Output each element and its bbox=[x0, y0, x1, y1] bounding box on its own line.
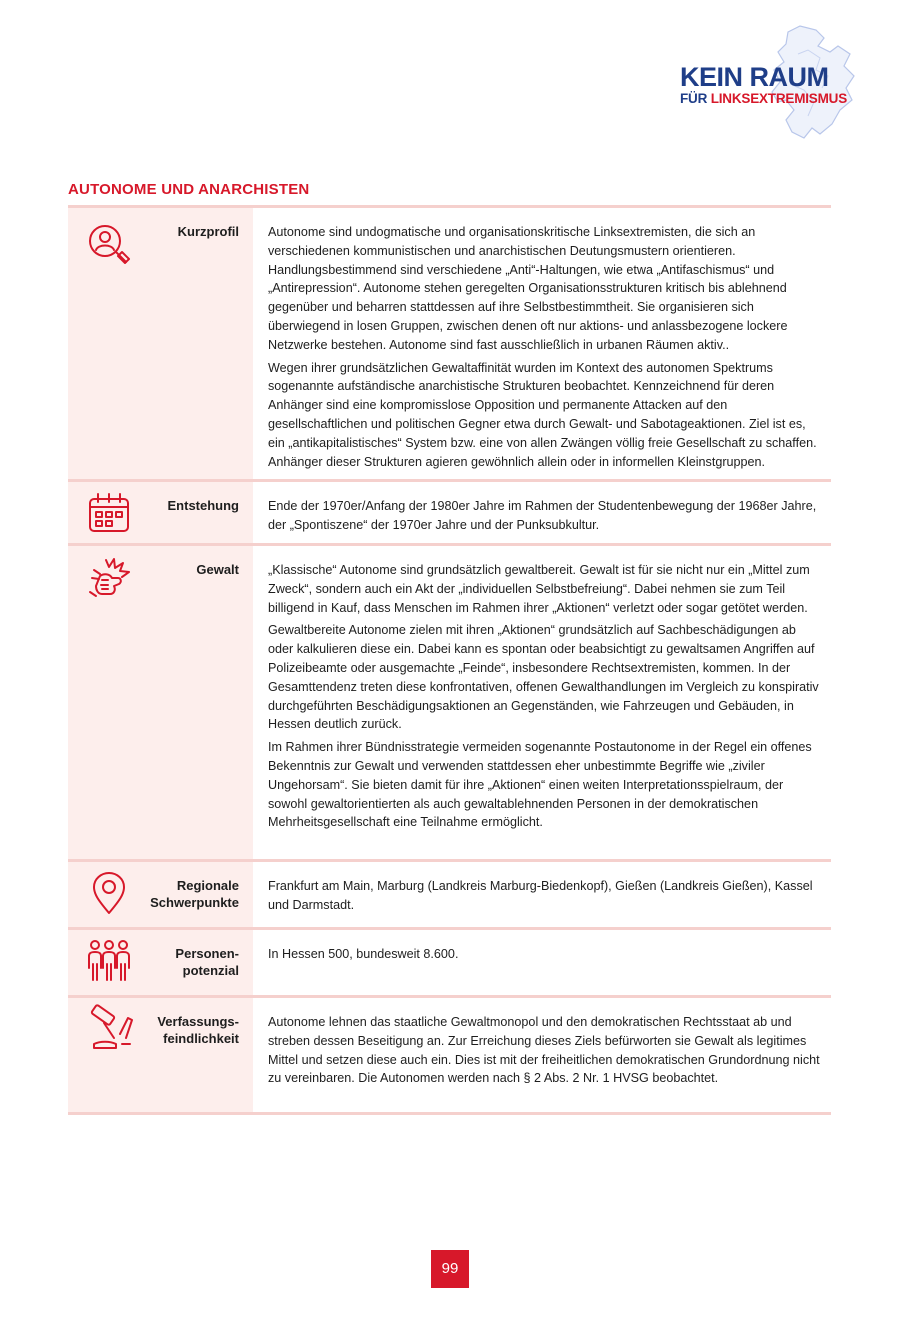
paragraph: In Hessen 500, bundesweit 8.600. bbox=[268, 947, 459, 961]
paragraph: Ende der 1970er/Anfang der 1980er Jahre im Rahmen der Studentenbewegung der 1968er Jahre, der „Spontiszene“ der 1970er Jahre und der Punksubkultur. bbox=[268, 499, 817, 532]
row-label-cell bbox=[68, 546, 253, 859]
table-row-gewalt bbox=[68, 546, 831, 862]
paragraph: Wegen ihrer grundsätzlichen Gewaltaffinität wurden im Kontext des autonomen Spektrums sogenannte aufständische anarchistische Strukturen beobachtet. Kennzeichnend für deren Anhänger sind eine kompromisslose Opposition und permanente Attacken auf den gesellschaftlichen und politischen Gegner etwa durch Gewalt- und Sabotageaktionen. Ziel ist es, ein „antikapitalistisches“ System bzw. eine von allen Zwängen völlig freie Gesellschaft zu schaffen. Anhänger dieser Strukturen agieren gewöhnlich allein oder in informellen Kleinstgruppen. bbox=[268, 360, 817, 469]
table-row-regionale-schwerpunkte bbox=[68, 862, 831, 930]
row-label-line: Personen- bbox=[175, 946, 239, 961]
row-content bbox=[268, 877, 823, 919]
logo-subtitle-prefix: FÜR bbox=[680, 91, 711, 106]
row-content bbox=[268, 1013, 823, 1092]
row-label: Gewalt bbox=[196, 562, 239, 577]
table-row-personenpotenzial bbox=[68, 930, 831, 998]
section-title: AUTONOME UND ANARCHISTEN bbox=[68, 181, 310, 198]
logo bbox=[668, 24, 868, 144]
logo-title: KEIN RAUM bbox=[680, 62, 829, 92]
row-label-line: Schwerpunkte bbox=[150, 895, 239, 910]
table-row-kurzprofil bbox=[68, 208, 831, 482]
row-content bbox=[268, 945, 823, 968]
row-label-cell bbox=[68, 930, 253, 995]
page-number: 99 bbox=[431, 1250, 469, 1288]
row-label-line: potenzial bbox=[182, 963, 239, 978]
row-label bbox=[157, 1013, 239, 1047]
row-label: Kurzprofil bbox=[177, 224, 239, 239]
paragraph: Frankfurt am Main, Marburg (Landkreis Marburg-Biedenkopf), Gießen (Landkreis Gießen), Kassel und Darmstadt. bbox=[268, 879, 813, 912]
row-label bbox=[150, 877, 239, 911]
paragraph: Im Rahmen ihrer Bündnisstrategie vermeiden sogenannte Postautonome in der Regel ein offenes Bekenntnis zur Gewalt und verwenden stattdessen eher unbestimmte Begriffe wie „ziviler Ungehorsam“. Sie bieten damit für ihre „Aktionen“ einen weiten Interpretationsspielraum, der sowohl gewaltorientierten als auch gewaltablehnenden Personen in der demokratischen Mehrheitsgesellschaft eine Teilnahme ermöglicht. bbox=[268, 740, 812, 830]
row-label-line: Verfassungs- bbox=[157, 1014, 239, 1029]
person-search-icon bbox=[86, 222, 132, 268]
row-label-cell bbox=[68, 208, 253, 479]
location-pin-icon bbox=[86, 870, 132, 916]
paragraph: Autonome sind undogmatische und organisationskritische Linksextremisten, die sich an verschiedenen kommunistischen und anarchistischen Deutungsmustern orientieren. Handlungsbestimmend sind verschiedene „Anti“-Haltungen, wie etwa „Antifaschismus“ und „Antirepression“. Autonome stehen geregelten Organisationsstrukturen kritisch bis ablehnend gegenüber und beharren stattdessen auf ihre Selbstbestimmtheit. Sie organisieren sich überwiegend in losen Gruppen, zwischen denen oft nur aktions- und anlassbezogene lockere Netzwerke bestehen. Autonome sind fast ausschließlich in urbanen Räumen aktiv.. bbox=[268, 225, 788, 352]
paragraph: Autonome lehnen das staatliche Gewaltmonopol und den demokratischen Rechtsstaat ab und streben dessen Beseitigung an. Zur Erreichung dieses Ziels befürworten sie Gewalt als legitimes Mittel und setzen diese auch ein. Dies ist mit der freiheitlichen demokratischen Grundordnung nicht zu vereinbaren. Die Autonomen werden nach § 2 Abs. 2 Nr. 1 HVSG beobachtet. bbox=[268, 1015, 820, 1086]
calendar-icon bbox=[86, 490, 132, 536]
row-label: Entstehung bbox=[167, 498, 239, 513]
paragraph: „Klassische“ Autonome sind grundsätzlich gewaltbereit. Gewalt ist für sie nicht nur ein „Mittel zum Zweck“, sondern auch ein Akt der „individuellen Selbstbefreiung“. Dabei nehmen sie zum Teil billigend in Kauf, dass Menschen im Rahmen ihrer „Aktionen“ verletzt oder sogar getötet werden. bbox=[268, 563, 810, 615]
table-row-entstehung bbox=[68, 482, 831, 546]
logo-subtitle bbox=[680, 92, 847, 106]
row-content bbox=[268, 223, 823, 475]
gavel-icon bbox=[86, 1004, 136, 1054]
fist-punch-icon bbox=[86, 556, 132, 602]
row-label-line: feindlichkeit bbox=[163, 1031, 239, 1046]
logo-subtitle-highlight: LINKSEXTREMISMUS bbox=[710, 91, 848, 106]
row-label-cell bbox=[68, 998, 253, 1112]
row-content bbox=[268, 561, 823, 836]
row-label-cell bbox=[68, 482, 253, 543]
row-label-cell bbox=[68, 862, 253, 927]
row-label-line: Regionale bbox=[176, 878, 239, 893]
paragraph: Gewaltbereite Autonome zielen mit ihren „Aktionen“ grundsätzlich auf Sachbeschädigungen ab oder kalkulieren diese ein. Dabei kann es spontan oder beabsichtigt zu gewaltsamen Angriffen auf Polizeibeamte oder ausgemachte „Feinde“, insbesondere Rechtsextremisten, kommen. In der Gesamttendenz treten diese konfrontativen, offenen Gewalthandlungen im Vergleich zu konspirativ durchgeführten Beschädigungsaktionen an Gegenständen, wie Fahrzeugen und Gebäuden, in Hessen deutlich zurück. bbox=[268, 623, 819, 732]
row-content bbox=[268, 497, 823, 539]
people-group-icon bbox=[86, 938, 132, 984]
row-label bbox=[175, 945, 239, 979]
table-row-verfassungsfeindlichkeit bbox=[68, 998, 831, 1115]
